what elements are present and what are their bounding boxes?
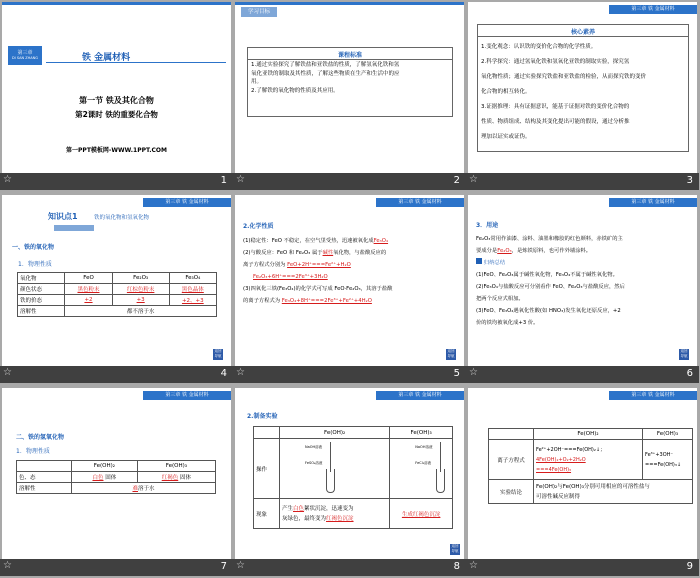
slide-header: 第三章 铁 金属材料 <box>609 198 697 207</box>
slide-number: 6 <box>686 368 693 379</box>
row-label: 色、态 <box>17 472 72 483</box>
table-cell: 溶于水 <box>138 486 155 492</box>
chapter-title: 铁 金属材料 <box>82 53 131 63</box>
equation: Fe²⁺+2OH⁻===Fe(OH)₂↓； <box>536 446 606 453</box>
row-label: 操作 <box>254 439 280 499</box>
slide-header: 第三章 铁 金属材料 <box>376 391 464 400</box>
text-line: 可溶性碱反应制得 <box>536 493 581 500</box>
slide-thumbnail-2[interactable] <box>233 0 466 192</box>
slide-thumbnail-1[interactable] <box>0 0 233 192</box>
equation: ===Fe(OH)₃↓ <box>645 461 682 468</box>
slide-header: 第三章 铁 金属材料 <box>609 391 697 400</box>
slide-thumbnail-7[interactable] <box>0 386 233 578</box>
box-title: 课程标准 <box>337 52 362 59</box>
slide-canvas <box>235 388 464 559</box>
section-heading: 二、铁的氢氧化物 <box>16 434 65 441</box>
answer-text: Fe₂O₃+6H⁺===2Fe³⁺+3H₂O <box>253 274 328 280</box>
section-title: 第一节 铁及其化合物 <box>79 96 154 105</box>
slide-canvas <box>468 388 697 559</box>
summary-label: 归纳总结 <box>484 260 506 266</box>
return-nav-icon[interactable]: 返回导航 <box>447 349 455 358</box>
text-line: 价的铁均被氧化成+3 价。 <box>476 320 539 326</box>
slide-header: 第三章 铁 金属材料 <box>609 5 697 14</box>
text-line: 氧化物，与盐酸反应的 <box>333 250 387 256</box>
answer-text: 红褐色 <box>161 475 179 481</box>
text-line: 理加以证实或证伪。 <box>481 134 531 140</box>
dropper-icon <box>330 442 331 472</box>
text-line: (3)四氧化三铁(Fe₃O₄)的化学式可写成 FeO·Fe₂O₃，其溶于盐酸 <box>243 286 393 292</box>
section-heading: 一、铁的氧化物 <box>12 244 55 251</box>
row-label: 颜色状态 <box>18 284 65 295</box>
answer-text: 4Fe(OH)₂+O₂+2H₂O <box>536 456 586 463</box>
answer-text: 生成红褐色沉淀 <box>401 511 441 518</box>
answer-text: 红褐色沉淀 <box>326 515 354 522</box>
star-icon[interactable]: ☆ <box>236 174 245 185</box>
slide-thumbnail-6[interactable] <box>466 193 699 385</box>
slide-footer <box>233 559 466 576</box>
table-header: Fe(OH)₃ <box>137 461 215 472</box>
row-label: 溶解性 <box>17 483 72 494</box>
knowledge-point-sub: 铁的氧化物和氢氧化物 <box>94 215 150 221</box>
section-heading: 3．用途 <box>476 222 499 229</box>
subsection-heading: 1．物理性质 <box>18 261 52 268</box>
chapter-sub: DI SAN ZHANG <box>11 56 38 60</box>
text-line: 要成分是 <box>476 248 498 254</box>
table-header: Fe(OH)₃ <box>390 427 453 439</box>
slide-canvas <box>468 195 697 366</box>
slide-footer <box>466 173 699 190</box>
return-nav-icon[interactable]: 返回导航 <box>680 349 688 358</box>
star-icon[interactable]: ☆ <box>469 367 478 378</box>
answer-text: 碱性 <box>322 250 334 256</box>
slide-number: 2 <box>453 175 460 186</box>
table-header: Fe(OH)₂ <box>534 429 643 440</box>
text-line: 2.了解铁的氧化物的性质及其应用。 <box>251 87 339 94</box>
star-icon[interactable]: ☆ <box>469 560 478 571</box>
slide-footer <box>466 366 699 383</box>
text-line: (1)FeO、Fe₂O₃属于碱性氧化物，Fe₃O₄不属于碱性氧化物。 <box>476 272 618 278</box>
slide-header: 第三章 铁 金属材料 <box>143 391 231 400</box>
table-cell: 红棕色粉末 <box>112 284 169 295</box>
slide-footer <box>0 173 233 190</box>
text-line: 氧化亚铁的制取及其性质，了解这些物质在生产和生活中的应 <box>251 70 400 77</box>
slide-footer <box>233 366 466 383</box>
text-line: 性质、物质组成、结构及其变化提出可能的假设，通过分析推 <box>481 119 630 125</box>
slide-canvas <box>2 2 231 173</box>
text-line: 化合物的相互转化。 <box>481 89 531 95</box>
return-nav-icon[interactable]: 返回导航 <box>451 544 459 553</box>
text-line: 3.证据推理：具有证据意识，能基于证据对铁的变价化合物的 <box>481 104 630 110</box>
slide-number: 9 <box>686 561 693 572</box>
preparation-table <box>253 426 453 529</box>
table-header <box>17 461 72 472</box>
answer-text: FeO+2H⁺===Fe²⁺+H₂O <box>287 262 351 268</box>
text-line: 把两个反应式相加。 <box>476 296 524 302</box>
test-tube-icon <box>326 469 335 493</box>
star-icon[interactable]: ☆ <box>3 560 12 571</box>
summary-table <box>488 428 693 504</box>
slide-thumbnail-5[interactable] <box>233 193 466 385</box>
table-cell: +3 <box>112 295 169 306</box>
text-line: 产生 <box>282 505 294 512</box>
answer-text: 白色 <box>92 475 104 481</box>
text-line: (2)Fe₃O₄与盐酸反应可分别看作 FeO、Fe₂O₃与盐酸反应，然后 <box>476 284 625 290</box>
answer-text: Fe₂O₃ <box>497 248 512 254</box>
row-label: 溶解性 <box>18 306 65 317</box>
slide-canvas <box>468 2 697 173</box>
answer-text: 白色 <box>293 505 305 512</box>
slide-canvas <box>235 195 464 366</box>
table-header: Fe₂O₃ <box>112 273 169 284</box>
chapter-label: 第三章 <box>17 50 33 56</box>
table-header: Fe(OH)₂ <box>280 427 390 439</box>
title-rule <box>46 62 226 63</box>
slide-footer <box>0 559 233 576</box>
slide-thumbnail-8[interactable] <box>233 386 466 578</box>
table-cell: +2、+3 <box>169 295 216 306</box>
box-divider <box>248 59 452 60</box>
table-header: Fe(OH)₃ <box>643 429 693 440</box>
slide-thumbnail-9[interactable] <box>466 386 699 578</box>
text-line: 的离子方程式为 <box>243 298 281 304</box>
table-header: 氧化物 <box>18 273 65 284</box>
table-header: FeO <box>65 273 112 284</box>
text-line: 1.通过实验探究了解铁盐和亚铁盐的性质，了解氢氧化铁和氢 <box>251 62 400 68</box>
table-cell: 黑色晶体 <box>169 284 216 295</box>
top-bar <box>2 2 231 5</box>
slide-number: 5 <box>453 368 460 379</box>
tag-label: 学习目标 <box>241 7 277 17</box>
table-cell: 固体 <box>179 475 191 481</box>
row-label: 实验结论 <box>489 480 534 504</box>
reagent-label: NaOH溶液 <box>415 445 433 449</box>
slide-canvas <box>2 388 231 559</box>
slide-number: 8 <box>453 561 460 572</box>
lesson-title: 第2课时 铁的重要化合物 <box>75 110 158 119</box>
text-line: Fe(OH)₂与Fe(OH)₃分别可用相应的可溶性盐与 <box>536 483 650 490</box>
reagent-label: NaOH溶液 <box>305 445 323 449</box>
oxide-table <box>17 272 217 317</box>
test-tube-icon <box>436 469 445 493</box>
reagent-label: FeCl₃溶液 <box>415 461 432 465</box>
text-line: (1)稳定性：FeO 不稳定，在空气里受热，迅速被氧化成 <box>243 238 374 244</box>
content-box <box>247 47 453 117</box>
star-icon[interactable]: ☆ <box>3 174 12 185</box>
equation: Fe³⁺+3OH⁻ <box>645 451 674 458</box>
dropper-icon <box>440 442 441 472</box>
text-line: 离子方程式分别为 <box>243 262 286 268</box>
slide-number: 1 <box>220 175 227 186</box>
text-line: ，是炼铁原料，也可作外墙涂料。 <box>511 248 592 254</box>
slide-thumbnail-3[interactable] <box>466 0 699 192</box>
text-line: 氧化物性质；通过实验探究铁盐和亚铁盐的检验，从而探究铁的变价 <box>481 74 647 80</box>
box-title: 核心素养 <box>570 29 595 36</box>
text-line: 絮状沉淀，迅速变为 <box>304 505 354 512</box>
star-icon[interactable]: ☆ <box>3 367 12 378</box>
text-line: 1.变化观念：认识铁的变价化合物的化学性质。 <box>481 44 597 50</box>
slide-canvas <box>2 195 231 366</box>
answer-text: 难 <box>132 486 138 492</box>
box-divider <box>478 36 688 37</box>
table-header: Fe(OH)₂ <box>72 461 138 472</box>
slide-footer <box>466 559 699 576</box>
slide-number: 3 <box>686 175 693 186</box>
section-heading: 2.化学性质 <box>243 223 274 230</box>
knowledge-point-title: 知识点1 <box>48 212 78 221</box>
star-icon[interactable]: ☆ <box>236 560 245 571</box>
slide-header: 第三章 铁 金属材料 <box>143 198 231 207</box>
table-cell: 黑色粉末 <box>65 284 112 295</box>
top-bar <box>235 2 464 5</box>
table-cell: 固体 <box>105 475 117 481</box>
chapter-badge <box>8 46 42 65</box>
subsection-heading: 1．物理性质 <box>16 448 50 455</box>
row-label: 铁的价态 <box>18 295 65 306</box>
slide-footer <box>233 173 466 190</box>
source-text: 第一PPT模板网-WWW.1PPT.COM <box>66 147 167 154</box>
text-line: 灰绿色，最终变为 <box>282 515 327 522</box>
text-line: 用。 <box>251 79 263 85</box>
text-line: (2)与酸反应：FeO 和 Fe₂O₃ 属于 <box>243 250 323 256</box>
text-line: 2.科学探究：通过氢氧化铁和氢氧化亚铁的制取实验，探究氢 <box>481 59 630 65</box>
slide-number: 7 <box>220 561 227 572</box>
reagent-label: FeSO₄溶液 <box>305 461 323 465</box>
hydroxide-table <box>16 460 216 494</box>
slide-number: 4 <box>220 368 227 379</box>
section-heading: 2.制备实验 <box>247 413 278 420</box>
answer-text: ===4Fe(OH)₃ <box>536 466 572 473</box>
slide-footer <box>0 366 233 383</box>
text-line: (3)FeO、Fe₃O₄遇氧化性酸(如 HNO₃)发生氧化还原反应，+2 <box>476 308 621 314</box>
row-label: 离子方程式 <box>489 440 534 480</box>
slide-thumbnail-4[interactable] <box>0 193 233 385</box>
slide-header: 第三章 铁 金属材料 <box>376 198 464 207</box>
star-icon[interactable]: ☆ <box>469 174 478 185</box>
summary-icon <box>476 258 482 264</box>
table-cell: +2 <box>65 295 112 306</box>
answer-text: Fe₃O₄+8H⁺===2Fe³⁺+Fe²⁺+4H₂O <box>281 298 372 304</box>
table-cell: 都不溶于水 <box>65 306 217 317</box>
slide-canvas <box>235 2 464 173</box>
star-icon[interactable]: ☆ <box>236 367 245 378</box>
content-box <box>477 24 689 152</box>
row-label: 现象 <box>254 499 280 529</box>
table-header: Fe₃O₄ <box>169 273 216 284</box>
answer-text: Fe₃O₄ <box>373 238 389 244</box>
return-nav-icon[interactable]: 返回导航 <box>214 349 222 358</box>
text-line: Fe₂O₃常用作油漆、涂料、油墨和橡胶的红色颜料，赤铁矿的主 <box>476 236 623 242</box>
kp-underline <box>54 225 94 231</box>
